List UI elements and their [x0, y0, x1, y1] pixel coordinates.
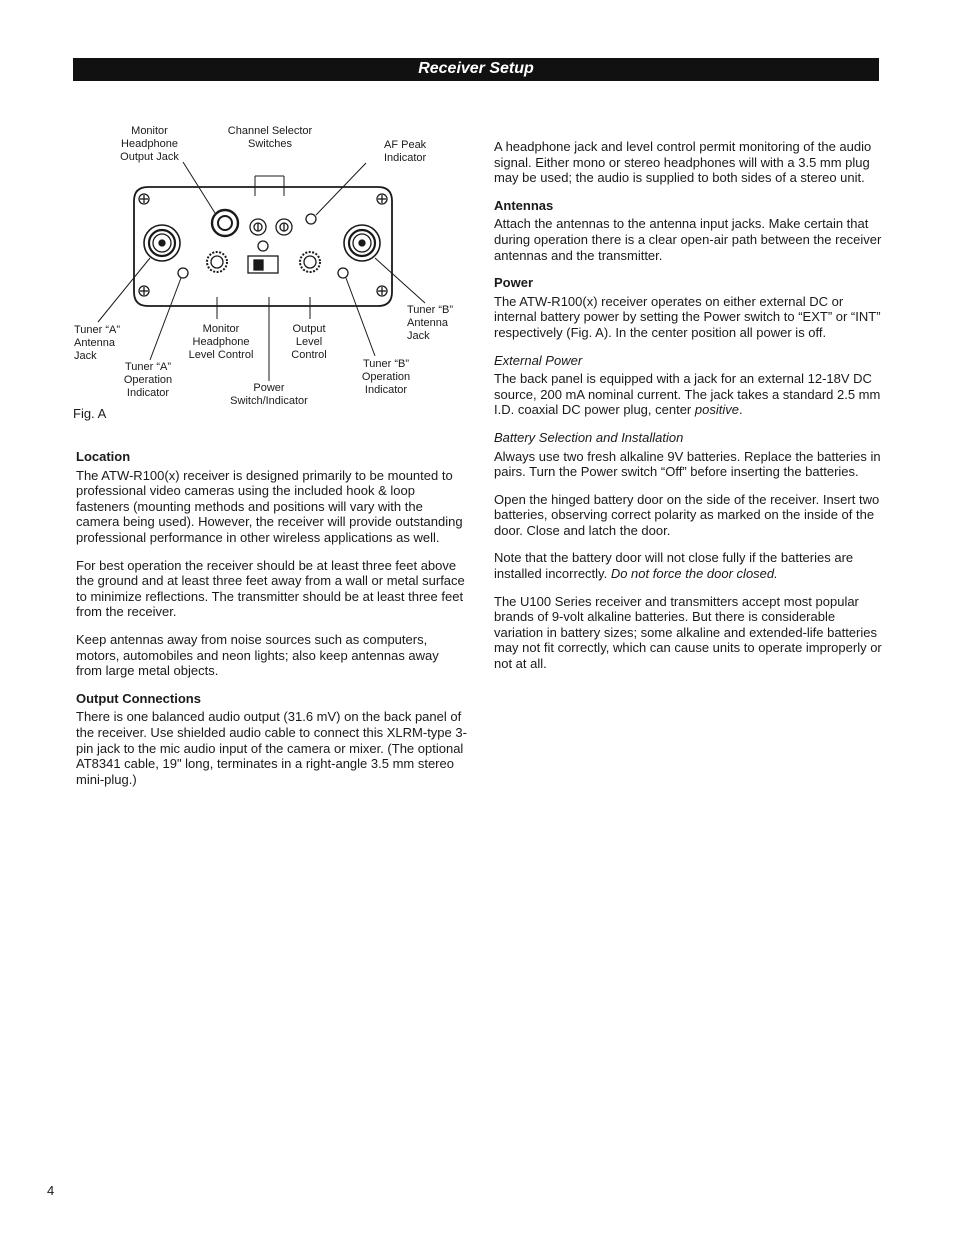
power-switch — [248, 256, 278, 273]
channel-selector-switches — [250, 219, 292, 235]
battery-warning-emphasis: Do not force the door closed. — [610, 566, 778, 582]
label-channel-selector-switches: Channel Selector Switches — [227, 125, 313, 150]
output-connections-paragraph: There is one balanced audio output (31.6 mV) on the back panel of the receiver. Use shielded audio cable to connect this XLRM-type 3-pin jack to the mic audio input of the camera or mixer. (The optional AT8341 cable, 19" long, terminates in a right-angle 3.5 mm stereo mini-plug.) — [76, 709, 467, 787]
headphone-level-knob — [207, 252, 227, 272]
label-af-peak-indicator: AF Peak Indicator — [384, 139, 427, 164]
location-paragraph-3: Keep antennas away from noise sources such as computers, motors, automobiles and neon lights; also keep antennas away from large metal objects. — [76, 631, 439, 679]
tuner-b-antenna-jack — [344, 225, 380, 261]
antennas-heading: Antennas — [494, 197, 554, 213]
figure-caption: Fig. A — [73, 406, 107, 421]
output-connections-heading: Output Connections — [76, 690, 201, 706]
location-paragraph-1: The ATW-R100(x) receiver is designed primarily to be mounted to professional video cameras using the included hook & loop fasteners (mounting methods and positions will vary with the camera being used). However, the receiver will provide outstanding professional performance in other wireless applications as well. — [76, 467, 463, 545]
label-power-switch-indicator: Power Switch/Indicator — [230, 382, 308, 407]
label-tuner-a-operation-indicator: Tuner “A” Operation Indicator — [123, 361, 173, 399]
battery-paragraph-4: The U100 Series receiver and transmitters accept most popular brands of 9-volt alkaline batteries. But there is considerable variation in battery sizes; some alkaline and extended-life batteries may not fit correctly, which can cause units to operate improperly or not at all. — [494, 593, 882, 672]
antennas-paragraph: Attach the antennas to the antenna input jacks. Make certain that during operation there is a clear open-air path between the receiver antennas and the transmitter. — [494, 216, 882, 263]
label-tuner-b-antenna-jack: Tuner “B” Antenna Jack — [407, 304, 454, 342]
external-power-emphasis: positive — [694, 402, 739, 418]
headphone-output-jack — [212, 210, 238, 236]
right-column — [494, 139, 882, 684]
external-power-paragraph: The back panel is equipped with a jack for an external 12-18V DC source, 200 mA nominal current. The jack takes a standard 2.5 mm I.D. coaxial DC power plug, center positive. — [494, 371, 881, 418]
label-monitor-headphone-output-jack: Monitor Headphone Output Jack — [120, 125, 179, 163]
external-power-heading: External Power — [494, 352, 583, 368]
left-column — [76, 449, 468, 799]
label-monitor-headphone-level-control: Monitor Headphone Level Control — [188, 323, 254, 361]
location-heading: Location — [76, 449, 131, 464]
af-peak-indicator-led — [306, 214, 316, 224]
tuner-a-antenna-jack — [144, 225, 180, 261]
location-paragraph-2: For best operation the receiver should be at least three feet above the ground and at least three feet away from a wall or metal surface to minimize reflections. The transmitter should be at least three feet from the receiver. — [76, 557, 465, 620]
label-output-level-control: Output Level Control — [291, 323, 327, 361]
label-tuner-b-operation-indicator: Tuner “B” Operation Indicator — [361, 358, 411, 396]
power-indicator-led — [258, 241, 268, 251]
tuner-a-operation-led — [178, 268, 188, 278]
tuner-b-operation-led — [338, 268, 348, 278]
headphone-intro-paragraph: A headphone jack and level control permit monitoring of the audio signal. Either mono or stereo headphones will with a 3.5 mm plug may be used; the audio is supplied to both sides of a stereo unit. — [494, 139, 872, 186]
battery-paragraph-3: Note that the battery door will not close fully if the batteries are installed incorrectly. Do not force the door closed. — [494, 550, 854, 582]
page-number: 4 — [47, 1183, 55, 1198]
battery-paragraph-1: Always use two fresh alkaline 9V batteries. Replace the batteries in pairs. Turn the Power switch “Off” before inserting the batteries. — [494, 448, 881, 480]
label-tuner-a-antenna-jack: Tuner “A” Antenna Jack — [74, 324, 121, 362]
power-paragraph: The ATW-R100(x) receiver operates on either external DC or internal battery power by setting the Power switch to “EXT” or “INT” respectively (Fig. A). In the center position all power is off. — [494, 293, 881, 340]
page-title: Receiver Setup — [418, 60, 534, 77]
power-heading: Power — [494, 275, 534, 291]
battery-heading: Battery Selection and Installation — [494, 429, 684, 445]
output-level-knob — [300, 252, 320, 272]
battery-paragraph-2: Open the hinged battery door on the side of the receiver. Insert two batteries, observing correct polarity as marked on the inside of the door. Close and latch the door. — [494, 491, 880, 538]
